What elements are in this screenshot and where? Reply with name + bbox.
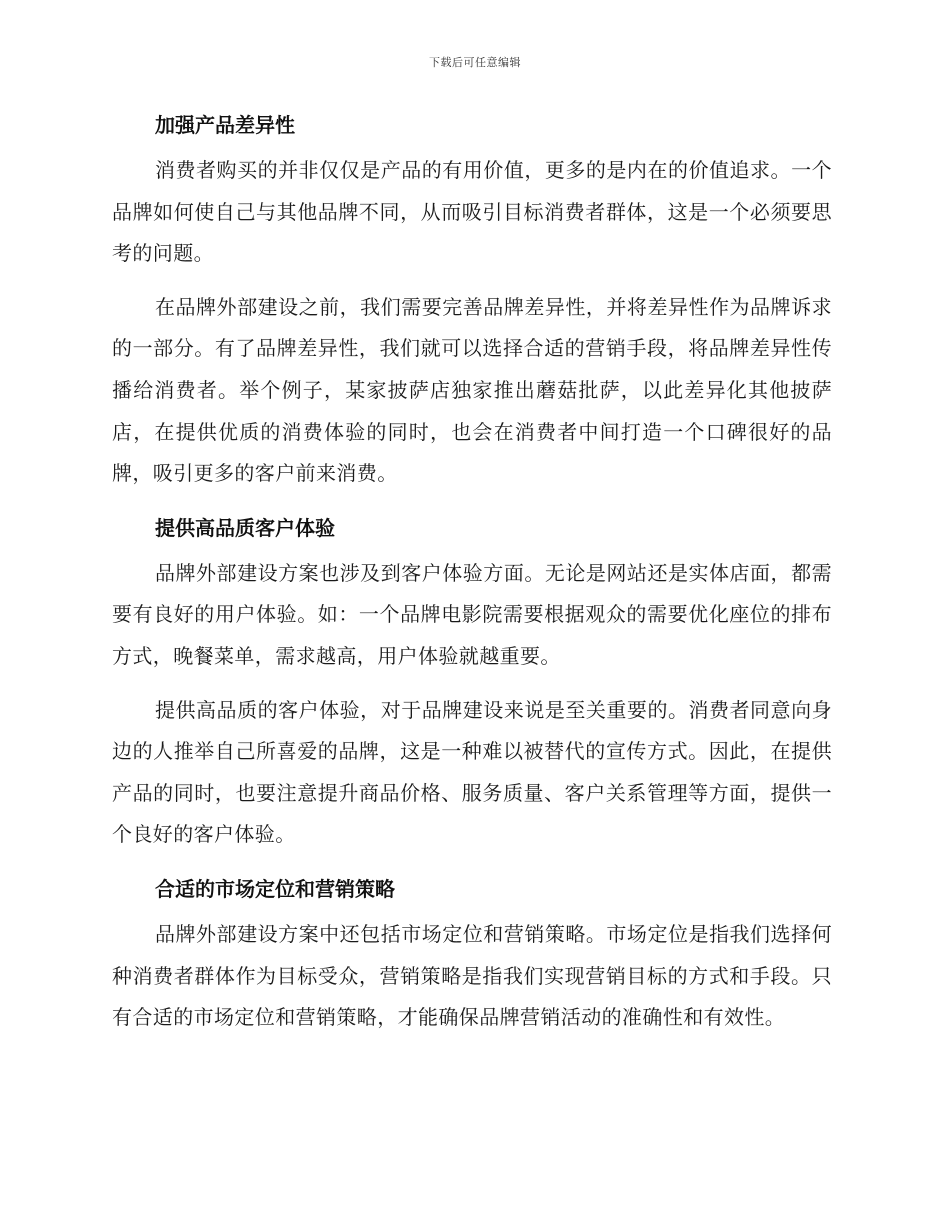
section-market-positioning [112,868,832,1039]
paragraph: 品牌外部建设方案中还包括市场定位和营销策略。市场定位是指我们选择何种消费者群体作为目标受众，营销策略是指我们实现营销目标的方式和手段。只有合适的市场定位和营销策略，才能确保品牌营销活动的准确性和有效性。 [112,921,832,1030]
section-heading: 加强产品差异性 [155,113,295,137]
section-product-differentiation [112,104,832,495]
section-customer-experience [112,507,832,856]
paragraph: 提供高品质的客户体验，对于品牌建设来说是至关重要的。消费者同意向身边的人推举自己所喜爱的品牌，这是一种难以被替代的宣传方式。因此，在提供产品的同时，也要注意提升商品价格、服务质量、客户关系管理等方面，提供一个良好的客户体验。 [112,697,832,847]
header-note: 下载后可任意编辑 [429,56,521,69]
paragraph: 在品牌外部建设之前，我们需要完善品牌差异性，并将差异性作为品牌诉求的一部分。有了品牌差异性，我们就可以选择合适的营销手段，将品牌差异性传播给消费者。举个例子，某家披萨店独家推出蘑菇批萨，以此差异化其他披萨店，在提供优质的消费体验的同时，也会在消费者中间打造一个口碑很好的品牌，吸引更多的客户前来消费。 [112,294,832,486]
section-heading: 合适的市场定位和营销策略 [155,876,395,901]
paragraph: 消费者购买的并非仅仅是产品的有用价值，更多的是内在的价值追求。一个品牌如何使自己与其他品牌不同，从而吸引目标消费者群体，这是一个必须要思考的问题。 [112,158,832,266]
document-body [112,104,832,1051]
paragraph: 品牌外部建设方案也涉及到客户体验方面。无论是网站还是实体店面，都需要有良好的用户体验。如：一个品牌电影院需要根据观众的需要优化座位的排布方式，晚餐菜单，需求越高，用户体验就越重要。 [112,560,832,668]
section-heading: 提供高品质客户体验 [155,515,335,540]
